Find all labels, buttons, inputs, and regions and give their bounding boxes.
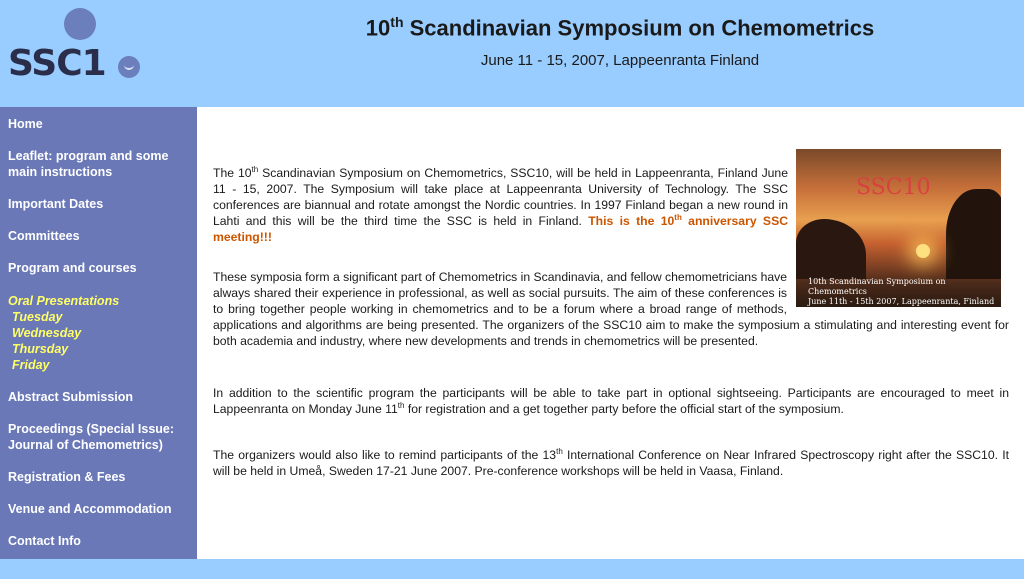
nav-abstract-submission[interactable]: Abstract Submission (8, 390, 134, 404)
anniversary-highlight: This is the 10th anniversary SSC meeting!!! (213, 212, 788, 244)
photo-trees (946, 189, 1001, 279)
nav-day-tuesday[interactable]: Tuesday (12, 310, 63, 324)
nir-paragraph: The organizers would also like to remind participants of the 13th International Conference on Near Infrared Spectroscopy right after the SSC10. It will be held in Umeå, Sweden 17-21 June 2007. Pre-conference workshops will be held in Vaasa, Finland. (213, 446, 1009, 478)
sightseeing-paragraph: In addition to the scientific program the participants will be able to take part in optional sightseeing. Participants are encouraged to meet in Lappeenranta on Monday June 11th for registration and a get together party before the official start of the symposium. (213, 386, 1009, 416)
nav-day-wednesday[interactable]: Wednesday (12, 326, 82, 340)
nav-home[interactable]: Home (8, 117, 43, 131)
logo-text: SSC1 (8, 43, 106, 84)
main-content (197, 107, 1024, 559)
nav-proceedings[interactable]: Proceedings (Special Issue: Journal of Chemometrics) (8, 422, 175, 452)
sidebar-nav (0, 107, 197, 559)
nav-day-friday[interactable]: Friday (12, 358, 50, 372)
nav-day-thursday[interactable]: Thursday (12, 342, 69, 356)
header (0, 0, 1024, 107)
intro-paragraph: The 10th Scandinavian Symposium on Chemometrics, SSC10, will be held in Lappeenranta, Finland June 11 - 15, 2007. The Symposium will take place at Lappeenranta University of Technology. The SSC conferences are biannual and rotate amongst the Nordic countries. In 1997 Finland began a new round in Lahti and this will be the third time the SSC is held in Finland. This is the 10th anniversary SSC meeting!!! (213, 164, 788, 244)
photo-caption: 10th Scandinavian Symposium on Chemometrics June 11th - 15th 2007, Lappeenranta, Finland (808, 277, 995, 306)
page-subtitle: June 11 - 15, 2007, Lappeenranta Finland (480, 52, 760, 69)
nav-committees[interactable]: Committees (8, 229, 80, 243)
footer-bar (0, 559, 1024, 579)
nav-oral-group (8, 293, 193, 373)
nav-registration[interactable]: Registration & Fees (8, 470, 126, 484)
logo-dot-icon (64, 8, 96, 40)
logo-zero-icon (118, 56, 140, 78)
nav-venue[interactable]: Venue and Accommodation (8, 502, 172, 516)
symposia-paragraph: These symposia form a significant part of Chemometrics in Scandinavia, and fellow chemometricians have always shared their experience in professional, as well as social pursuits. The aim of these conferences is to bring together people working in chemometrics and to be a forum where a broad range of methods, applications and algorithms are being presented. The organizers of the SSC10 aim to make the symposium a stimulating and interesting event for both academia and industry, where new developments and trends in chemometrics will be presented. (213, 270, 1009, 348)
nav-contact[interactable]: Contact Info (8, 534, 81, 548)
nav-program[interactable]: Program and courses (8, 261, 137, 275)
nav-important-dates[interactable]: Important Dates (8, 197, 104, 211)
photo-title: SSC10 (856, 175, 931, 200)
nav-leaflet[interactable]: Leaflet: program and some main instructions (8, 149, 169, 179)
ssc10-logo[interactable] (8, 8, 143, 88)
page-title: 10th Scandinavian Symposium on Chemometrics (365, 14, 875, 41)
photo-sun (916, 244, 930, 258)
nav-oral-presentations[interactable]: Oral Presentations (8, 294, 120, 308)
